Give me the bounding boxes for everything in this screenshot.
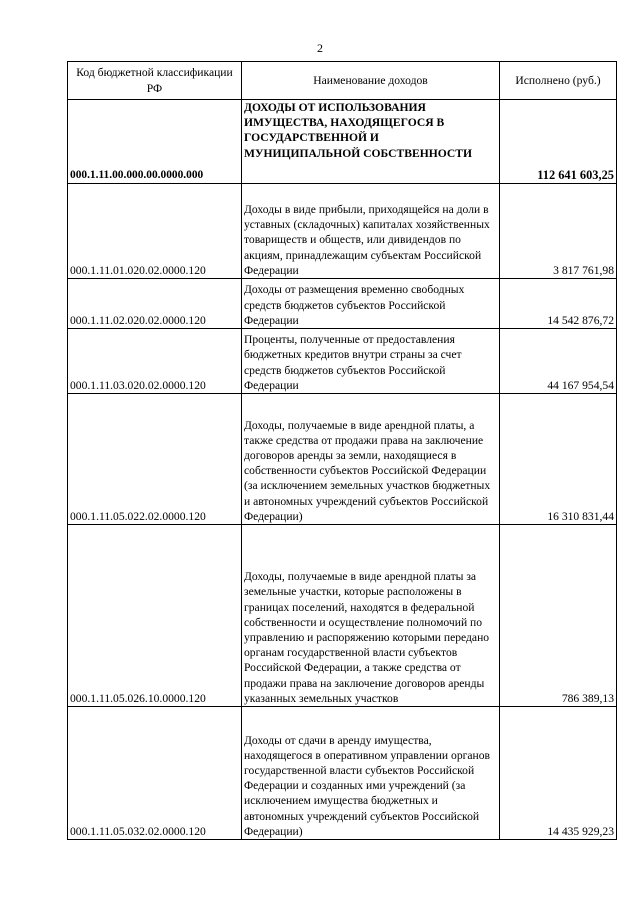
- budget-income-table: [67, 61, 617, 840]
- page-number: 2: [317, 41, 323, 55]
- table-row: [68, 329, 617, 394]
- row-amount: 786 389,13: [500, 525, 617, 707]
- row-amount: 14 542 876,72: [500, 279, 617, 329]
- row-name: ДОХОДЫ ОТ ИСПОЛЬЗОВАНИЯ ИМУЩЕСТВА, НАХОДЯЩЕГОСЯ В ГОСУДАРСТВЕННОЙ И МУНИЦИПАЛЬНОЙ СОБСТВЕННОСТИ: [242, 100, 500, 184]
- row-amount: 112 641 603,25: [500, 100, 617, 184]
- table-header-row: [68, 62, 617, 100]
- row-amount: 14 435 929,23: [500, 707, 617, 840]
- row-code: 000.1.11.05.022.02.0000.120: [68, 394, 242, 525]
- table-row: [68, 184, 617, 279]
- table-row: [68, 525, 617, 707]
- header-name: Наименование доходов: [242, 62, 500, 100]
- row-name: Доходы от размещения временно свободных средств бюджетов субъектов Российской Федерации: [242, 279, 500, 329]
- row-amount: 44 167 954,54: [500, 329, 617, 394]
- row-code: 000.1.11.02.020.02.0000.120: [68, 279, 242, 329]
- table-row: [68, 707, 617, 840]
- table-row: [68, 100, 617, 184]
- row-code: 000.1.11.05.026.10.0000.120: [68, 525, 242, 707]
- row-code: 000.1.11.03.020.02.0000.120: [68, 329, 242, 394]
- row-name: Доходы, получаемые в виде арендной платы, а также средства от продажи права на заключение договоров аренды за земли, находящиеся в собственности субъектов Российской Федерации (за исключением земельных участков бюджетных и автономных учреждений субъектов Российской Федерации): [242, 394, 500, 525]
- table-row: [68, 394, 617, 525]
- row-code: 000.1.11.01.020.02.0000.120: [68, 184, 242, 279]
- row-name: Доходы от сдачи в аренду имущества, находящегося в оперативном управлении органов государственной власти субъектов Российской Федерации и созданных ими учреждений (за исключением имущества бюджетных и автономных учреждений субъектов Российской Федерации): [242, 707, 500, 840]
- row-amount: 3 817 761,98: [500, 184, 617, 279]
- row-code: 000.1.11.05.032.02.0000.120: [68, 707, 242, 840]
- row-name: Доходы, получаемые в виде арендной платы за земельные участки, которые расположены в границах поселений, находятся в федеральной собственности и осуществление полномочий по управлению и распоряжению которыми передано органам государственной власти субъектов Российской Федерации, а также средства от продажи права на заключение договоров аренды указанных земельных участков: [242, 525, 500, 707]
- table-row: [68, 279, 617, 329]
- row-code: 000.1.11.00.000.00.0000.000: [68, 100, 242, 184]
- row-name: Проценты, полученные от предоставления бюджетных кредитов внутри страны за счет средств бюджетов субъектов Российской Федерации: [242, 329, 500, 394]
- row-amount: 16 310 831,44: [500, 394, 617, 525]
- row-name: Доходы в виде прибыли, приходящейся на доли в уставных (складочных) капиталах хозяйственных товариществ и обществ, или дивидендов по акциям, принадлежащим субъектам Российской Федерации: [242, 184, 500, 279]
- header-amount: Исполнено (руб.): [500, 62, 617, 100]
- header-code: Код бюджетной классификации РФ: [68, 62, 242, 100]
